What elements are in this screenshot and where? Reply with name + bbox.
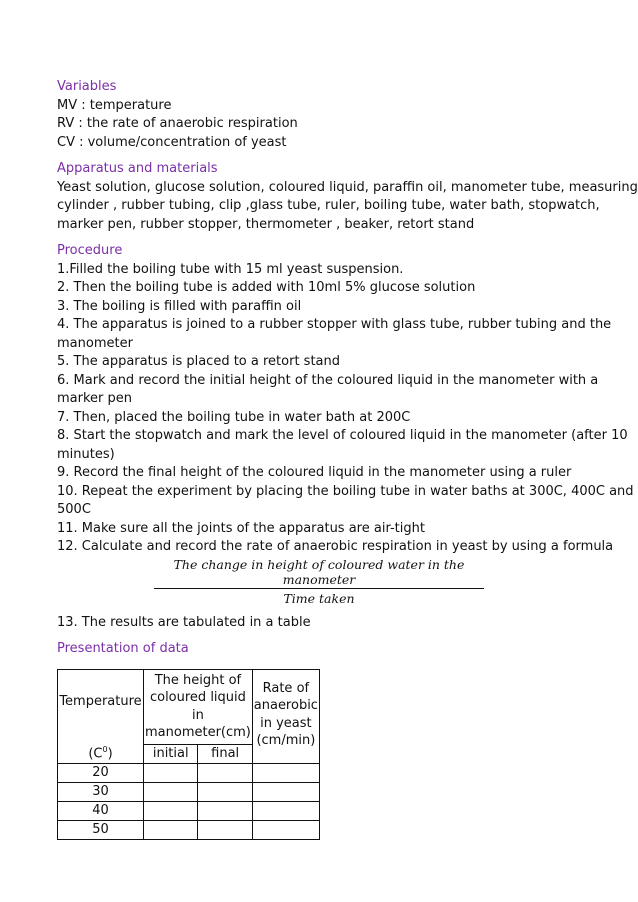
header-final: final [198,744,252,763]
procedure-step: 4. The apparatus is joined to a rubber stopper with glass tube, rubber tubing and the [57,317,612,332]
table-row [58,801,320,820]
variable-mv: MV : temperature [57,97,172,113]
formula-denominator: Time taken [283,590,355,606]
procedure-step: 7. Then, placed the boiling tube in water bath at 200C [57,409,411,425]
rate-cell [252,801,319,820]
temperature-cell: 20 [58,763,144,782]
initial-cell [144,801,198,820]
results-table [57,669,320,840]
initial-cell [144,820,198,839]
final-cell [198,801,252,820]
temperature-cell: 50 [58,820,144,839]
procedure-step: 11. Make sure all the joints of the apparatus are air-tight [57,520,425,536]
rate-cell [252,763,319,782]
apparatus-line: Yeast solution, glucose solution, coloured liquid, paraffin oil, manometer tube, measuring [57,179,638,195]
procedure-step: 12. Calculate and record the rate of anaerobic respiration in yeast by using a formula [57,539,614,554]
rate-cell [252,782,319,801]
procedure-step: 9. Record the final height of the coloured liquid in the manometer using a ruler [57,465,572,480]
temperature-cell: 40 [58,801,144,820]
variable-cv: CV : volume/concentration of yeast [57,134,287,150]
procedure-step: 13. The results are tabulated in a table [57,614,311,630]
variables-heading: Variables [57,79,117,94]
table-row [58,820,320,839]
variable-rv: RV : the rate of anaerobic respiration [57,116,298,131]
header-initial: initial [144,744,198,763]
header-temperature-unit: $(C^0)$ [88,744,113,761]
initial-cell [144,763,198,782]
final-cell [198,820,252,839]
procedure-step: 1.Filled the boiling tube with 15 ml yeast suspension. [57,261,404,277]
rate-formula [154,557,484,606]
table-row [58,763,320,782]
apparatus-line: marker pen, rubber stopper, thermometer , beaker, retort stand [57,216,475,232]
header-temperature [58,669,144,763]
apparatus-line: cylinder , rubber tubing, clip ,glass tube, ruler, boiling tube, water bath, stopwatch, [57,198,600,213]
procedure-step: 6. Mark and record the initial height of the coloured liquid in the manometer with a [57,372,599,388]
presentation-heading: Presentation of data [57,641,189,656]
procedure-heading: Procedure [57,243,123,258]
procedure-step: 3. The boiling is filled with paraffin oil [57,298,302,314]
temperature-cell: 30 [58,782,144,801]
procedure-step: manometer [57,335,133,351]
final-cell [198,763,252,782]
table-row [58,782,320,801]
initial-cell [144,782,198,801]
header-height: The height of coloured liquid in manometer(cm) [144,669,253,744]
rate-cell [252,820,319,839]
header-rate: Rate of anaerobic in yeast (cm/min) [252,669,319,763]
procedure-step: 10. Repeat the experiment by placing the boiling tube in water baths at 300C, 400C and [57,483,634,499]
procedure-step: 8. Start the stopwatch and mark the level of coloured liquid in the manometer (after 10 [57,428,628,443]
procedure-step: 5. The apparatus is placed to a retort stand [57,354,341,369]
apparatus-heading: Apparatus and materials [57,161,218,176]
document-page [57,78,638,840]
final-cell [198,782,252,801]
procedure-step: minutes) [57,446,115,462]
procedure-step: 2. Then the boiling tube is added with 10ml 5% glucose solution [57,280,476,295]
formula-numerator: The change in height of coloured water in the manometer [154,557,484,589]
procedure-step: marker pen [57,391,133,406]
procedure-step: 500C [57,502,91,517]
header-temperature-label: Temperature [59,693,142,709]
